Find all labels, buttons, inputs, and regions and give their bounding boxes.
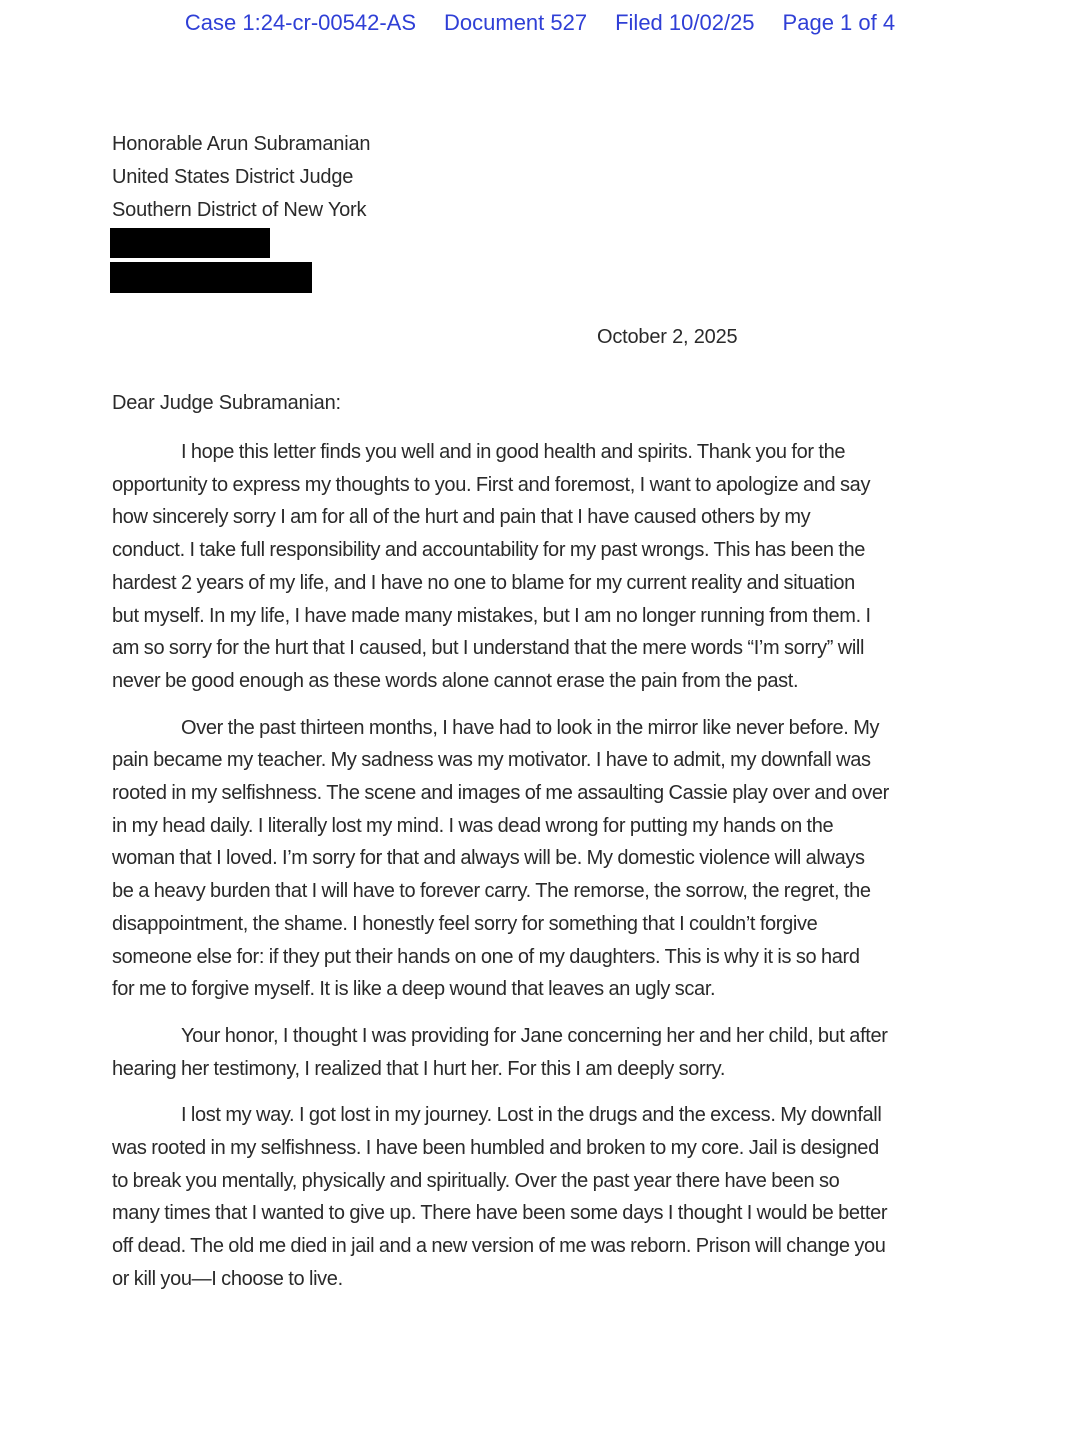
- paragraph-line: Your honor, I thought I was providing for Jane concerning her and her child, but after: [181, 1024, 888, 1047]
- paragraph-line: woman that I loved. I’m sorry for that and always will be. My domestic violence will always: [112, 847, 865, 870]
- paragraph-line: in my head daily. I literally lost my mind. I was dead wrong for putting my hands on the: [112, 814, 834, 837]
- page-number: Page 1 of 4: [782, 10, 896, 35]
- paragraph-line: off dead. The old me died in jail and a new version of me was reborn. Prison will change you: [112, 1235, 886, 1258]
- filing-header: [0, 10, 1080, 44]
- paragraph-line: how sincerely sorry I am for all of the hurt and pain that I have caused others by my: [112, 506, 811, 529]
- document-number: Document 527: [444, 10, 588, 35]
- paragraph-line: to break you mentally, physically and spiritually. Over the past year there have been so: [112, 1169, 840, 1192]
- paragraph-line: but myself. In my life, I have made many mistakes, but I am no longer running from them. I: [112, 604, 871, 627]
- recipient-address: [112, 128, 370, 227]
- paragraph-line: am so sorry for the hurt that I caused, but I understand that the mere words “I’m sorry” will: [112, 637, 865, 660]
- paragraph-line: Over the past thirteen months, I have had to look in the mirror like never before. My: [181, 716, 880, 739]
- paragraph-line: opportunity to express my thoughts to you. First and foremost, I want to apologize and say: [112, 473, 871, 496]
- filed-date: Filed 10/02/25: [615, 10, 755, 35]
- address-line: Honorable Arun Subramanian: [112, 133, 371, 155]
- paragraph-line: I lost my way. I got lost in my journey. Lost in the drugs and the excess. My downfall: [181, 1104, 882, 1127]
- letter-paragraph: [112, 436, 1017, 698]
- address-line: Southern District of New York: [112, 199, 367, 221]
- paragraph-line: be a heavy burden that I will have to forever carry. The remorse, the sorrow, the regret, the: [112, 880, 871, 903]
- paragraph-line: I hope this letter finds you well and in good health and spirits. Thank you for the: [181, 441, 846, 463]
- address-line: United States District Judge: [112, 166, 354, 188]
- paragraph-line: disappointment, the shame. I honestly feel sorry for something that I couldn’t forgive: [112, 912, 818, 935]
- letter-paragraph: [112, 1020, 1017, 1085]
- paragraph-line: pain became my teacher. My sadness was my motivator. I have to admit, my downfall was: [112, 749, 871, 772]
- paragraph-line: hearing her testimony, I realized that I hurt her. For this I am deeply sorry.: [112, 1057, 726, 1080]
- paragraph-line: was rooted in my selfishness. I have been humbled and broken to my core. Jail is designed: [112, 1137, 879, 1160]
- salutation: Dear Judge Subramanian:: [112, 392, 341, 414]
- paragraph-line: for me to forgive myself. It is like a deep wound that leaves an ugly scar.: [112, 978, 716, 1001]
- paragraph-line: or kill you—I choose to live.: [112, 1267, 343, 1290]
- redaction-bar: [110, 262, 312, 293]
- redaction-bar: [110, 228, 270, 258]
- letter-body: [112, 436, 1017, 1310]
- letter-date: October 2, 2025: [597, 326, 738, 348]
- letter-paragraph: [112, 712, 1017, 1006]
- paragraph-line: someone else for: if they put their hands on one of my daughters. This is why it is so hard: [112, 945, 860, 968]
- letter-paragraph: [112, 1099, 1017, 1295]
- case-number: Case 1:24-cr-00542-AS: [184, 10, 417, 35]
- paragraph-line: hardest 2 years of my life, and I have no one to blame for my current reality and situation: [112, 571, 855, 594]
- paragraph-line: many times that I wanted to give up. There have been some days I thought I would be better: [112, 1202, 888, 1225]
- paragraph-line: never be good enough as these words alone cannot erase the pain from the past.: [112, 669, 799, 692]
- paragraph-line: conduct. I take full responsibility and accountability for my past wrongs. This has been the: [112, 539, 866, 562]
- paragraph-line: rooted in my selfishness. The scene and images of me assaulting Cassie play over and over: [112, 782, 889, 805]
